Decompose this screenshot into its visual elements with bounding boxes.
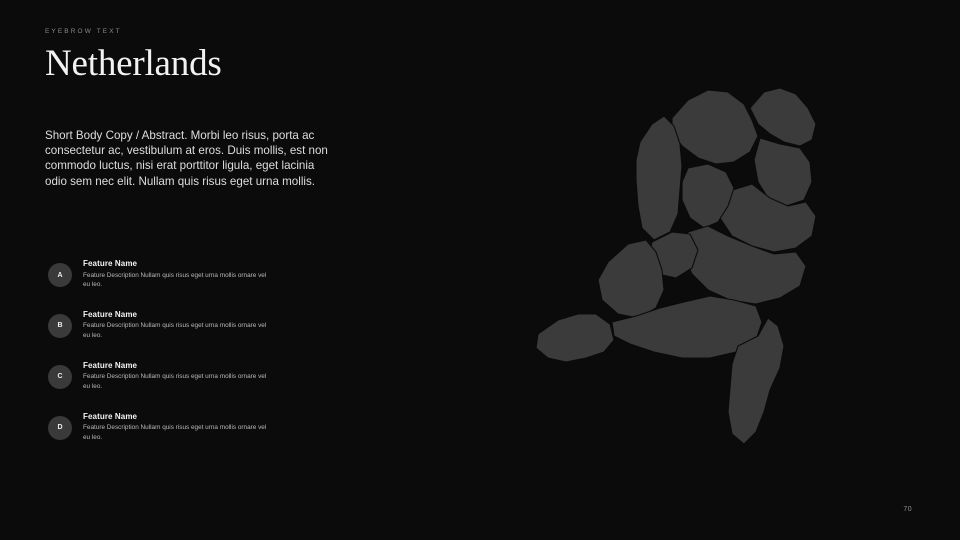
eyebrow-text: EYEBROW TEXT (45, 28, 122, 35)
feature-badge-a: A (48, 263, 72, 287)
body-copy: Short Body Copy / Abstract. Morbi leo risus, porta ac consectetur ac, vestibulum at eros. Duis mollis, est non commodo luctus, nisi erat porttitor ligula, eget lacinia odio sem nec elit. Nullam quis risus eget urna mollis. (45, 128, 328, 188)
page-title: Netherlands (45, 43, 222, 84)
feature-list (48, 258, 348, 461)
text-column (45, 28, 385, 189)
list-item[interactable] (48, 411, 348, 443)
netherlands-provinces-map (512, 46, 882, 486)
feature-name: Feature Name (83, 309, 138, 319)
map-region-noord-holland[interactable] (636, 116, 682, 240)
map-region-groningen[interactable] (750, 88, 816, 146)
list-item[interactable] (48, 309, 348, 341)
feature-description: Feature Description Nullam quis risus eget urna mollis ornare vel eu leo. (83, 271, 267, 289)
feature-name: Feature Name (83, 360, 138, 370)
map-region-zeeland[interactable] (536, 314, 614, 362)
page-number: 70 (903, 506, 912, 513)
list-item[interactable] (48, 360, 348, 392)
list-item[interactable] (48, 258, 348, 290)
feature-text-block (83, 411, 273, 443)
feature-description: Feature Description Nullam quis risus eget urna mollis ornare vel eu leo. (83, 322, 267, 340)
map-region-friesland[interactable] (672, 90, 758, 164)
feature-badge-b: B (48, 314, 72, 338)
feature-name: Feature Name (83, 411, 138, 421)
feature-badge-d: D (48, 416, 72, 440)
feature-text-block (83, 258, 273, 290)
feature-description: Feature Description Nullam quis risus eget urna mollis ornare vel eu leo. (83, 424, 267, 441)
map-region-zuid-holland[interactable] (598, 240, 664, 318)
feature-text-block (83, 360, 273, 392)
feature-badge-c: C (48, 365, 72, 389)
feature-text-block (83, 309, 273, 341)
feature-name: Feature Name (83, 259, 138, 268)
feature-description: Feature Description Nullam quis risus eget urna mollis ornare vel eu leo. (83, 373, 267, 391)
